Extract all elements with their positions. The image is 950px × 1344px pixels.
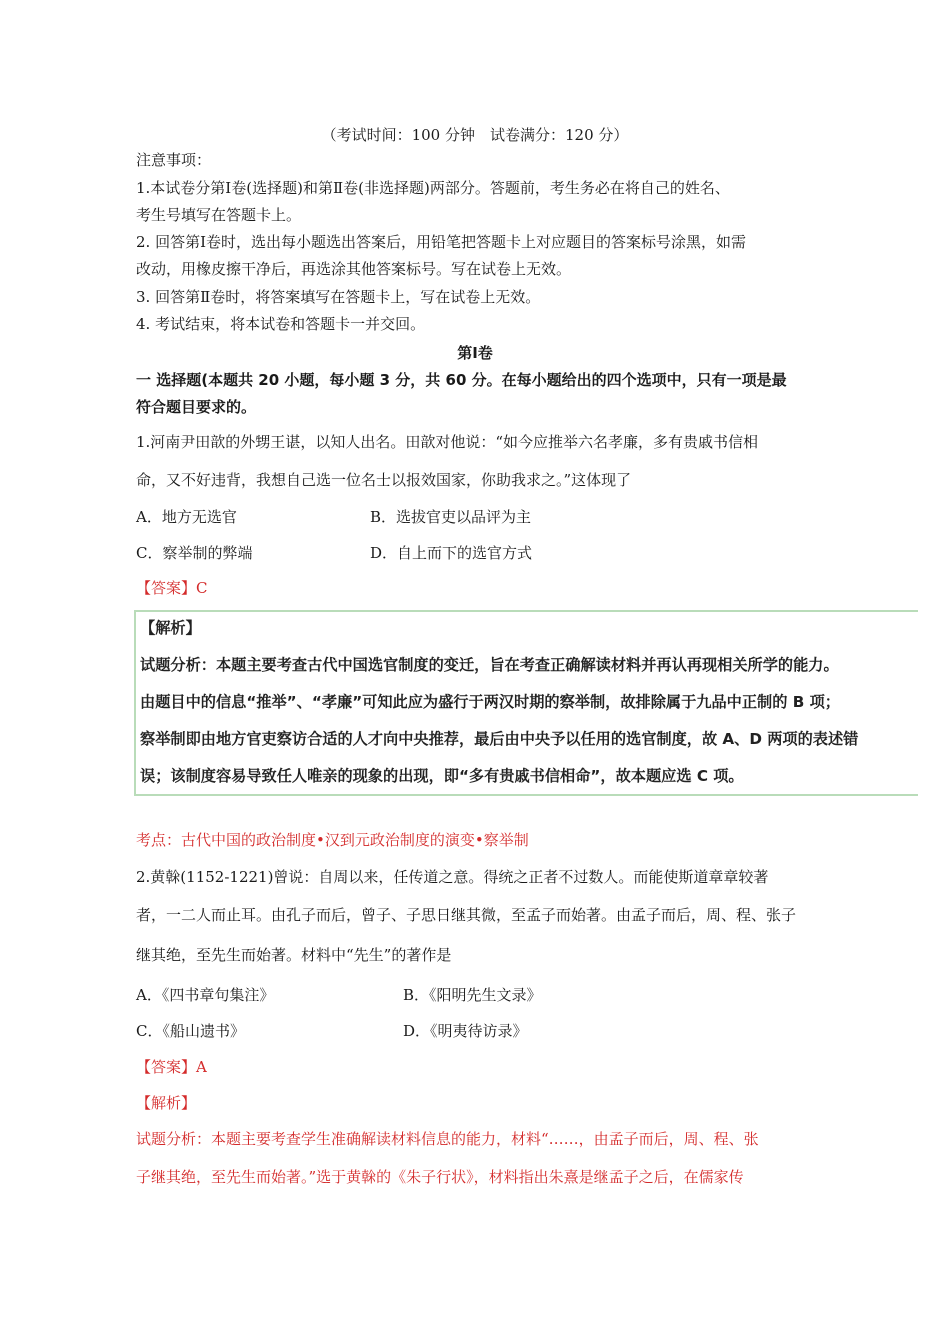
q1-option-c: C．察举制的弊端 [136,544,253,562]
section-instruction: 符合题目要求的。 [136,398,257,416]
q2-analysis-line: 试题分析：本题主要考查学生准确解读材料信息的能力，材料“……，由孟子而后，周、程、张 [136,1130,759,1148]
q2-option-a: A．《四书章句集注》 [136,986,275,1004]
notice-line: 2. 回答第Ⅰ卷时，选出每小题选出答案后，用铅笔把答题卡上对应题目的答案标号涂黑，如需 [136,233,747,251]
analysis-line: 误；该制度容易导致任人唯亲的现象的出现，即“多有贵戚书信相命”，故本题应选 C 项。 [140,767,744,785]
question-2-stem: 者，一二人而止耳。由孔子而后，曾子、子思日继其微，至孟子而始著。由孟子而后，周、程、张子 [136,906,797,924]
notice-line: 3. 回答第Ⅱ卷时，将答案填写在答题卡上，写在试卷上无效。 [136,288,541,306]
q2-option-c: C．《船山遗书》 [136,1022,245,1040]
question-1-stem: 命，又不好违背，我想自己选一位名士以报效国家，你助我求之。”这体现了 [136,471,632,489]
analysis-line: 试题分析：本题主要考查古代中国选官制度的变迁，旨在考查正确解读材料并再认再现相关所学的能力。 [140,656,839,674]
question-2-stem: 继其绝，至先生而始著。材料中“先生”的著作是 [136,946,452,964]
q1-option-b: B．选拔官吏以品评为主 [370,508,532,526]
q2-answer: 【答案】A [136,1058,207,1076]
analysis-label: 【解析】 [140,619,201,637]
section-title: 第Ⅰ卷 [457,344,493,362]
question-1-stem: 1.河南尹田歆的外甥王谌，以知人出名。田歆对他说：“如今应推举六名孝廉，多有贵戚书信相 [136,433,758,451]
notice-line: 考生号填写在答题卡上。 [136,206,302,224]
q1-option-d: D．自上而下的选官方式 [370,544,533,562]
notice-line: 4. 考试结束，将本试卷和答题卡一并交回。 [136,315,426,333]
section-instruction: 一 选择题(本题共 20 小题，每小题 3 分，共 60 分。在每小题给出的四个选项中，只有一项是最 [136,371,787,389]
q2-analysis-label: 【解析】 [136,1094,197,1112]
analysis-line: 由题目中的信息“推举”、“孝廉”可知此应为盛行于两汉时期的察举制，故排除属于九品中正制的 B 项； [140,693,840,711]
q1-kaodian: 考点：古代中国的政治制度•汉到元政治制度的演变•察举制 [136,831,529,849]
q2-option-d: D．《明夷待访录》 [403,1022,528,1040]
q1-analysis-box [134,610,918,796]
notice-title: 注意事项： [136,151,212,169]
q1-answer: 【答案】C [136,579,208,597]
notice-line: 改动，用橡皮擦干净后，再选涂其他答案标号。写在试卷上无效。 [136,260,572,278]
q1-option-a: A．地方无选官 [136,508,237,526]
analysis-line: 察举制即由地方官吏察访合适的人才向中央推荐，最后由中央予以任用的选官制度，故 A、D 两项的表述错 [140,730,859,748]
exam-info: （考试时间：100 分钟 试卷满分：120 分） [321,126,629,144]
q2-analysis-line: 子继其绝，至先生而始著。”选于黄榦的《朱子行状》，材料指出朱熹是继孟子之后，在儒家传 [136,1168,744,1186]
notice-line: 1.本试卷分第Ⅰ卷(选择题)和第Ⅱ卷(非选择题)两部分。答题前，考生务必在将自己的姓名、 [136,179,730,197]
question-2-stem: 2.黄榦(1152-1221)曾说：自周以来，任传道之意。得统之正者不过数人。而能使斯道章章较著 [136,868,769,886]
q2-option-b: B．《阳明先生文录》 [403,986,542,1004]
